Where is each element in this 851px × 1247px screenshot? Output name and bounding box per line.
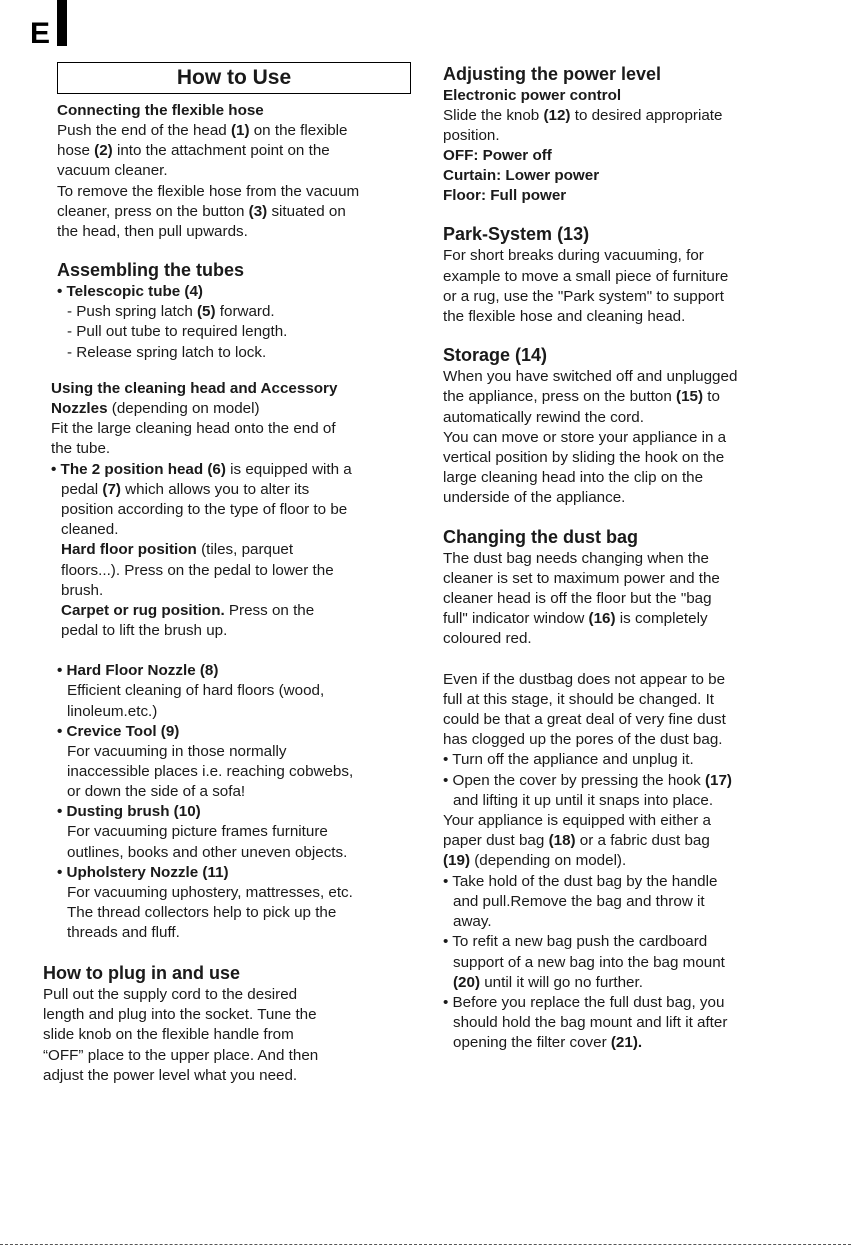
text-line: slide knob on the flexible handle from: [43, 1026, 294, 1044]
right-column: [443, 62, 803, 1054]
text-line: adjust the power level what you need.: [43, 1066, 298, 1084]
text-line: cleaner, press on the button (3) situated on: [57, 202, 346, 220]
section-park-system: [443, 222, 803, 327]
section-heading: Adjusting the power level: [443, 64, 662, 84]
text-line: length and plug into the socket. Tune the: [43, 1006, 317, 1024]
list-item: • Turn off the appliance and unplug it.: [443, 751, 694, 769]
section-power-level: [443, 62, 803, 206]
text-line: When you have switched off and unplugged: [443, 368, 738, 386]
text-line: has clogged up the pores of the dust bag.: [443, 731, 723, 749]
list-item: • Upholstery Nozzle (11): [57, 863, 229, 881]
text-line: Slide the knob (12) to desired appropriate: [443, 107, 723, 124]
text-line: brush.: [61, 581, 104, 599]
text-line: the head, then pull upwards.: [57, 223, 248, 241]
text-line: For vacuuming uphostery, mattresses, etc.: [67, 883, 353, 901]
text-line: support of a new bag into the bag mount: [453, 953, 725, 971]
text-line: could be that a great deal of very fine dust: [443, 711, 726, 729]
text-line: cleaner head is off the floor but the "bag: [443, 590, 712, 608]
text-line: threads and fluff.: [67, 924, 180, 942]
text-line: Your appliance is equipped with either a: [443, 812, 711, 830]
text-line: Hard floor position (tiles, parquet: [61, 541, 294, 559]
list-item: • Before you replace the full dust bag, you: [443, 993, 725, 1011]
list-item: - Release spring latch to lock.: [67, 343, 267, 361]
list-item: • Take hold of the dust bag by the handle: [443, 872, 718, 890]
text-line: To remove the flexible hose from the vacuum: [57, 182, 360, 200]
page-title: How to Use: [57, 62, 411, 94]
section-heading: Connecting the flexible hose: [57, 102, 264, 119]
text-line: Pull out the supply cord to the desired: [43, 986, 298, 1003]
text-line: Even if the dustbag does not appear to be: [443, 670, 726, 688]
text-line: inaccessible places i.e. reaching cobwebs,: [67, 763, 354, 781]
section-storage: [443, 343, 803, 508]
language-tab-bar: [57, 0, 67, 46]
text-line: and lifting it up until it snaps into place.: [453, 791, 714, 809]
text-line: For vacuuming picture frames furniture: [67, 823, 328, 841]
section-cleaning-head: [51, 379, 421, 641]
section-heading-line2: Nozzles (depending on model): [51, 400, 260, 417]
text-line: paper dust bag (18) or a fabric dust bag: [443, 832, 710, 850]
section-nozzles: [51, 661, 421, 943]
list-item: - Push spring latch (5) forward.: [67, 303, 275, 321]
text-line: linoleum.etc.): [67, 702, 158, 720]
text-line: For short breaks during vacuuming, for: [443, 247, 704, 265]
list-item: • Open the cover by pressing the hook (17): [443, 771, 732, 789]
text-line: position according to the type of floor to be: [61, 501, 348, 519]
text-line: the tube.: [51, 440, 111, 458]
list-item: • To refit a new bag push the cardboard: [443, 933, 708, 951]
text-line: away.: [453, 913, 492, 931]
text-line: should hold the bag mount and lift it after: [453, 1014, 728, 1032]
text-line: Efficient cleaning of hard floors (wood,: [67, 682, 325, 700]
text-line: cleaner is set to maximum power and the: [443, 569, 720, 587]
text-line: pedal (7) which allows you to alter its: [61, 480, 310, 498]
text-line: The dust bag needs changing when the: [443, 549, 709, 567]
section-heading: How to plug in and use: [43, 963, 240, 983]
section-plug-in: [43, 961, 383, 1086]
text-line: coloured red.: [443, 630, 532, 648]
section-assembling-tubes: [57, 258, 427, 363]
page-bottom-border: [0, 1244, 851, 1245]
text-line: vertical position by sliding the hook on the: [443, 449, 725, 467]
text-line: and pull.Remove the bag and throw it: [453, 892, 705, 910]
text-line: example to move a small piece of furniture: [443, 267, 729, 285]
text-line: opening the filter cover (21).: [453, 1034, 643, 1052]
left-column-plug-section: [43, 961, 383, 1086]
list-item: • Crevice Tool (9): [57, 722, 180, 740]
text-line: hose (2) into the attachment point on the: [57, 142, 330, 160]
power-option: Curtain: Lower power: [443, 167, 600, 185]
text-line: (20) until it will go no further.: [453, 973, 643, 991]
text-line: Push the end of the head (1) on the flexible: [57, 122, 348, 139]
text-line: full" indicator window (16) is completely: [443, 610, 708, 628]
text-line: Fit the large cleaning head onto the end of: [51, 420, 336, 438]
text-line: floors...). Press on the pedal to lower the: [61, 561, 334, 579]
text-line: cleaned.: [61, 521, 119, 539]
text-line: the flexible hose and cleaning head.: [443, 308, 686, 326]
language-marker: E: [30, 17, 51, 50]
left-column: [57, 62, 427, 363]
list-item: - Pull out tube to required length.: [67, 323, 288, 341]
text-line: the appliance, press on the button (15) to: [443, 388, 720, 406]
section-heading: Changing the dust bag: [443, 526, 638, 547]
text-line: You can move or store your appliance in a: [443, 428, 727, 446]
list-item: • The 2 position head (6) is equipped with a: [51, 460, 352, 478]
section-heading: Assembling the tubes: [57, 260, 245, 281]
left-column-head-section: [51, 379, 421, 943]
power-option: Floor: Full power: [443, 187, 567, 205]
text-line: “OFF” place to the upper place. And then: [43, 1046, 319, 1064]
section-flexible-hose: [57, 101, 427, 242]
text-line: underside of the appliance.: [443, 489, 626, 507]
text-line: (19) (depending on model).: [443, 852, 627, 870]
list-item: • Telescopic tube (4): [57, 283, 203, 301]
list-item: • Dusting brush (10): [57, 803, 201, 821]
text-line: or down the side of a sofa!: [67, 783, 246, 801]
section-heading: Storage (14): [443, 345, 548, 366]
text-line: automatically rewind the cord.: [443, 408, 644, 426]
text-line: large cleaning head into the clip on the: [443, 469, 704, 487]
text-line: vacuum cleaner.: [57, 162, 168, 180]
text-line: pedal to lift the brush up.: [61, 622, 228, 640]
text-line: outlines, books and other uneven objects.: [67, 843, 348, 861]
section-heading: Using the cleaning head and Accessory: [51, 380, 338, 397]
power-option: OFF: Power off: [443, 147, 552, 165]
text-line: or a rug, use the "Park system" to support: [443, 287, 724, 305]
list-item: • Hard Floor Nozzle (8): [57, 662, 219, 680]
text-line: Carpet or rug position. Press on the: [61, 602, 315, 620]
text-line: full at this stage, it should be changed. It: [443, 690, 715, 708]
text-line: For vacuuming in those normally: [67, 742, 287, 760]
text-line: The thread collectors help to pick up the: [67, 904, 337, 922]
text-line: position.: [443, 127, 500, 145]
section-dust-bag: [443, 525, 803, 1054]
subheading: Electronic power control: [443, 87, 622, 104]
section-heading: Park-System (13): [443, 224, 590, 245]
